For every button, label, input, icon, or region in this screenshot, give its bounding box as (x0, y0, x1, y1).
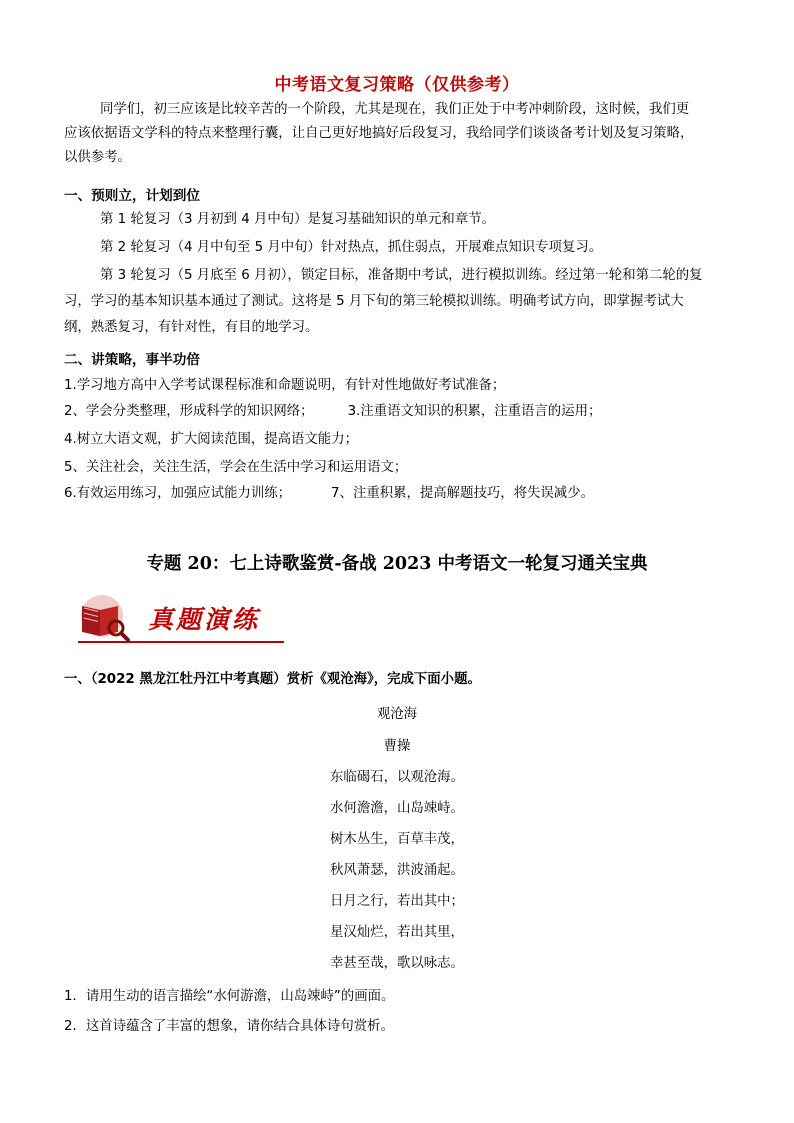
strategy-item-4: 4.树立大语文观，扩大阅读范围，提高语文能力； (64, 432, 358, 447)
strategy-item-2: 2、学会分类整理，形成科学的知识网络； (64, 404, 314, 419)
section1-heading: 一、预则立，计划到位 (64, 188, 200, 204)
strategy-item-3: 3.注重语文知识的积累，注重语言的运用； (347, 404, 602, 419)
intro-line-1: 同学们，初三应该是比较辛苦的一个阶段，尤其是现在，我们正处于中考冲刺阶段，这时候，我们更 (100, 102, 690, 117)
strategy-item-1: 1.学习地方高中入学考试课程标准和命题说明，有针对性地做好考试准备； (64, 378, 506, 393)
strategy-item-6: 6.有效运用练习，加强应试能力训练； (64, 486, 292, 501)
round3-line-2: 习，学习的基本知识基本通过了测试。这将是 5 月下旬的第三轮模拟训练。明确考试方向，即掌握考试大 (64, 294, 684, 309)
poem-line-5: 日月之行，若出其中； (330, 894, 464, 909)
intro-line-2: 应该依据语文学科的特点来整理行囊，让自己更好地搞好后段复习，我给同学们谈谈备考计划及复习策略， (64, 126, 694, 141)
round3-line-3: 纲，熟悉复习，有针对性，有目的地学习。 (64, 320, 319, 335)
strategy-item-2-3 (64, 400, 744, 423)
question-item-1: 1．请用生动的语言描绘“水何游澹，山岛竦峙”的画面。 (64, 989, 395, 1004)
poem-line-7: 幸甚至哉，歌以咏志。 (330, 956, 464, 971)
poem-line-6: 星汉灿烂，若出其里， (330, 925, 464, 940)
strategy-title: 中考语文复习策略（仅供参考） (274, 75, 520, 95)
question-item-2: 2．这首诗蕴含了丰富的想象，请你结合具体诗句赏析。 (64, 1019, 394, 1034)
topic-title: 专题 20：七上诗歌鉴赏-备战 2023 中考语文一轮复习通关宝典 (146, 554, 648, 574)
poem-title: 观沧海 (376, 707, 418, 722)
question-heading: 一、（2022 黑龙江牡丹江中考真题）赏析《观沧海》，完成下面小题。 (64, 672, 481, 687)
poem-line-4: 秋风萧瑟，洪波涌起。 (330, 863, 464, 878)
intro-line-3: 以供参考。 (64, 150, 131, 165)
section2-heading: 二、讲策略，事半功倍 (64, 352, 200, 368)
strategy-item-5: 5、关注社会，关注生活，学会在生活中学习和运用语文； (64, 460, 408, 475)
strategy-item-6-7 (64, 482, 744, 505)
poem-author: 曹操 (383, 739, 411, 754)
round2-text: 第 2 轮复习（4 月中旬至 5 月中旬）针对热点，抓住弱点，开展难点知识专项复习。 (100, 240, 603, 255)
poem-line-3: 树木丛生，百草丰茂， (330, 832, 464, 847)
round3-line-1: 第 3 轮复习（5 月底至 6 月初），锁定目标，准备期中考试，进行模拟训练。经过第一轮和第二轮的复 (100, 268, 703, 283)
round1-text: 第 1 轮复习（3 月初到 4 月中旬）是复习基础知识的单元和章节。 (100, 212, 495, 227)
strategy-item-7: 7、注重积累，提高解题技巧，将失误减少。 (331, 486, 594, 501)
banner-label: 真题演练 (148, 605, 261, 634)
poem-line-2: 水何澹澹，山岛竦峙。 (330, 801, 464, 816)
poem-line-1: 东临碣石，以观沧海。 (330, 770, 464, 785)
